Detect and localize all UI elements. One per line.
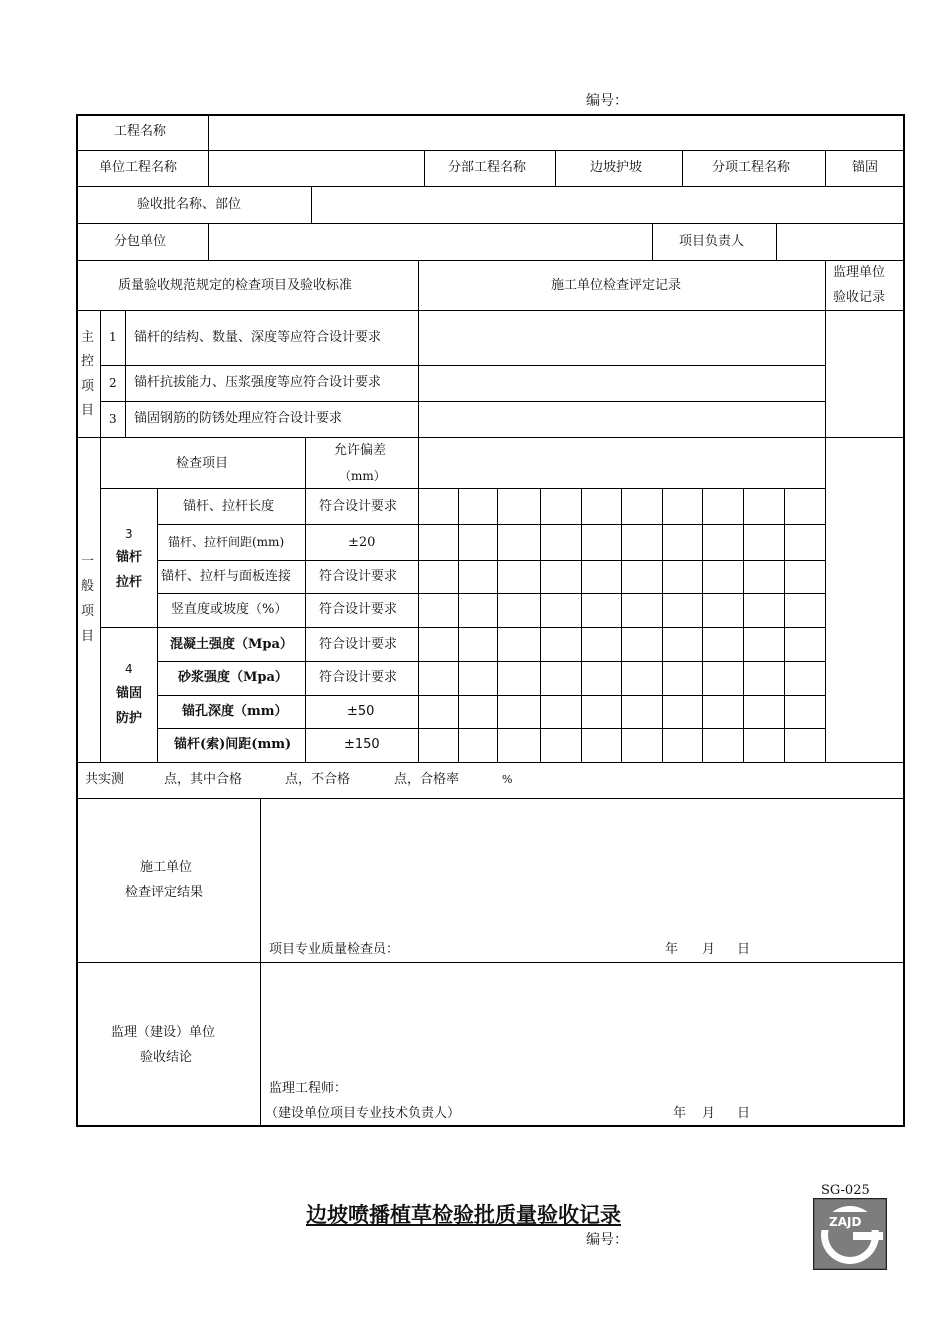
tolerance-value: 符合设计要求 <box>319 569 398 584</box>
company-logo <box>813 1198 887 1270</box>
supervision-header-2: 验收记录 <box>833 290 886 305</box>
tolerance-value: ±150 <box>344 737 380 752</box>
general-item: 锚杆(索)间距(mm) <box>174 737 292 752</box>
supervision-header-1: 监理单位 <box>833 265 886 280</box>
criteria-header: 质量验收规范规定的检查项目及验收标准 <box>118 278 353 293</box>
tolerance-header: 允许偏差 <box>334 443 387 458</box>
logo-text: ZAJD <box>829 1215 862 1229</box>
date-month: 月 <box>702 1106 716 1121</box>
batch-label: 验收批名称、部位 <box>137 197 242 212</box>
group-name: 拉杆 <box>116 575 143 590</box>
footer-number-label: 编号： <box>586 1232 628 1248</box>
construction-record-header: 施工单位检查评定记录 <box>551 278 682 293</box>
owner-rep-label: （建设单位项目专业技术负责人） <box>265 1106 461 1121</box>
supervision-result-label: 监理（建设）单位 <box>111 1025 216 1040</box>
group-name: 防护 <box>116 711 143 726</box>
main-item-text: 锚杆的结构、数量、深度等应符合设计要求 <box>134 330 382 345</box>
group-name: 锚固 <box>116 686 143 701</box>
main-item-no: 1 <box>109 330 117 344</box>
tolerance-value: ±50 <box>347 704 375 719</box>
date-year: 年 <box>665 942 679 957</box>
date-year: 年 <box>673 1106 687 1121</box>
tolerance-value: ±20 <box>348 535 376 550</box>
sub-project-label: 分部工程名称 <box>448 160 527 175</box>
unit-project-label: 单位工程名称 <box>99 160 178 175</box>
general-item: 锚孔深度（mm） <box>182 704 288 719</box>
main-item-no: 2 <box>109 376 117 390</box>
inspector-label: 项目专业质量检查员： <box>269 942 400 957</box>
tolerance-value: 符合设计要求 <box>319 499 398 514</box>
form-title: 边坡喷播植草检验批质量验收记录 <box>306 1202 621 1227</box>
general-item: 竖直度或坡度（%） <box>171 602 288 617</box>
engineer-label: 监理工程师： <box>269 1081 348 1096</box>
construction-result-label: 施工单位 <box>140 860 193 875</box>
supervision-result-label: 验收结论 <box>140 1050 193 1065</box>
group-name: 锚杆 <box>116 550 143 565</box>
construction-result-label: 检查评定结果 <box>125 885 204 900</box>
project-name-label: 工程名称 <box>114 124 167 139</box>
number-label: 编号： <box>586 93 628 109</box>
date-day: 日 <box>737 1106 751 1121</box>
main-item-no: 3 <box>109 412 117 426</box>
group-no: 3 <box>125 527 133 541</box>
date-month: 月 <box>702 942 716 957</box>
main-item-text: 锚杆抗拔能力、压浆强度等应符合设计要求 <box>134 375 382 390</box>
general-item: 锚杆、拉杆间距(mm) <box>168 535 285 549</box>
tolerance-unit: （mm） <box>339 469 386 483</box>
tolerance-value: 符合设计要求 <box>319 637 398 652</box>
subcontractor-label: 分包单位 <box>114 234 167 249</box>
date-day: 日 <box>737 942 751 957</box>
general-item: 混凝土强度（Mpa） <box>170 637 293 652</box>
general-item: 锚杆、拉杆与面板连接 <box>161 569 292 584</box>
item-project-value: 锚固 <box>852 160 879 175</box>
general-item: 锚杆、拉杆长度 <box>183 499 275 514</box>
main-item-text: 锚固钢筋的防锈处理应符合设计要求 <box>134 411 343 426</box>
tolerance-value: 符合设计要求 <box>319 602 398 617</box>
tolerance-value: 符合设计要求 <box>319 670 398 685</box>
manager-label: 项目负责人 <box>679 234 745 249</box>
sub-project-value: 边坡护坡 <box>590 160 643 175</box>
group-no: 4 <box>125 662 133 676</box>
form-code: SG-025 <box>821 1183 870 1198</box>
item-project-label: 分项工程名称 <box>712 160 791 175</box>
general-item: 砂浆强度（Mpa） <box>178 670 288 685</box>
check-item-header: 检查项目 <box>176 456 229 471</box>
